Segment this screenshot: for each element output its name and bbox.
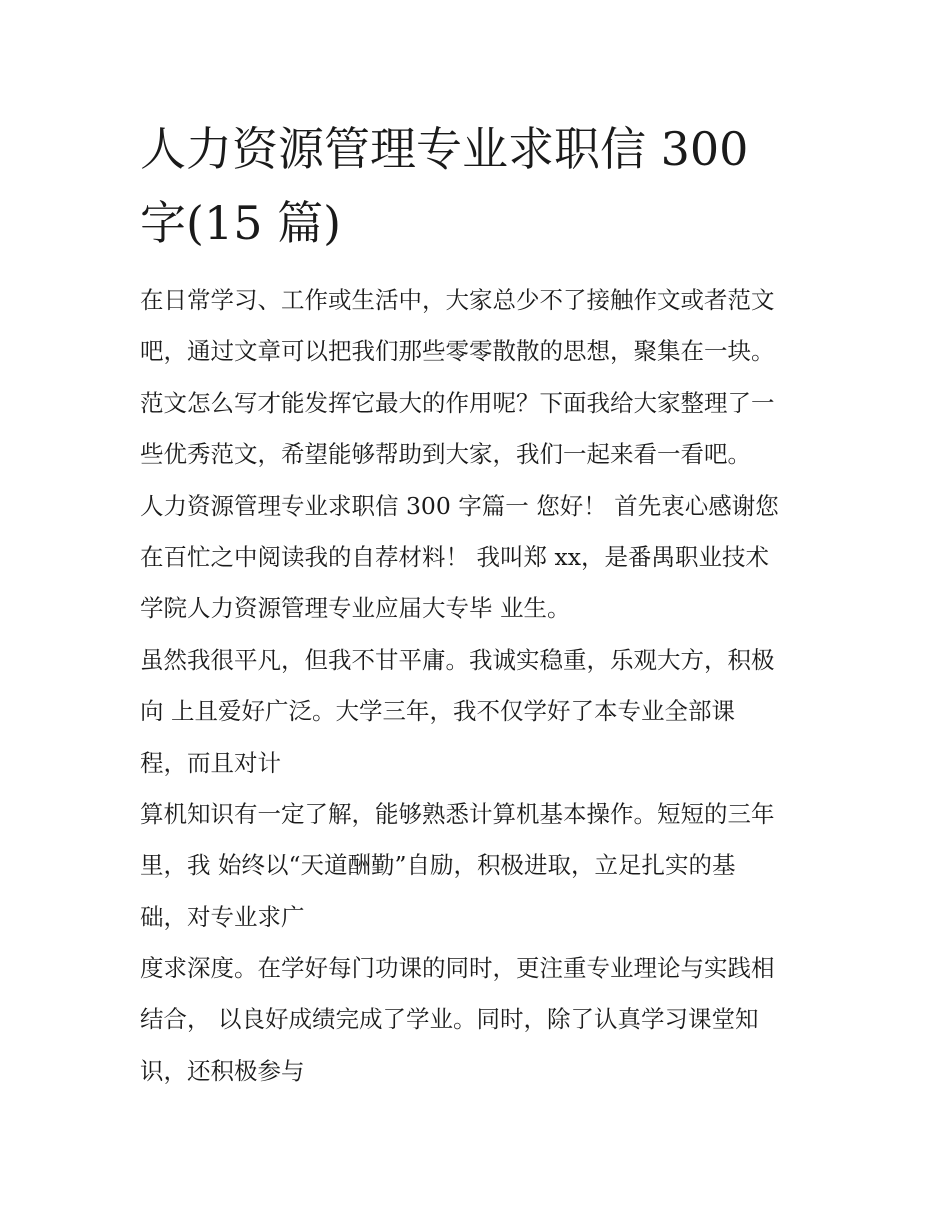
text-line: 些优秀范文，希望能够帮助到大家，我们一起来看一看吧。 xyxy=(140,440,751,469)
paragraph-studies xyxy=(140,943,830,1097)
text-line: 础，对专业求广 xyxy=(140,902,305,931)
document-body xyxy=(140,275,830,1097)
paragraph-computer-skills xyxy=(140,789,830,943)
paragraph-personality xyxy=(140,635,830,789)
text-line: 识，还积极参与 xyxy=(140,1056,305,1085)
text-line: 里，我 始终以“天道酬勤”自励，积极进取，立足扎实的基 xyxy=(140,851,736,880)
document-title xyxy=(140,112,820,260)
paragraph-intro xyxy=(140,275,830,481)
text-line: 范文怎么写才能发挥它最大的作用呢？下面我给大家整理了一 xyxy=(140,388,775,417)
text-line: 在百忙之中阅读我的自荐材料！ 我叫郑 xx，是番禺职业技术 xyxy=(140,542,769,571)
text-line: 算机知识有一定了解，能够熟悉计算机基本操作。短短的三年 xyxy=(140,799,775,828)
text-line: 学院人力资源管理专业应届大专毕 业生。 xyxy=(140,594,571,623)
text-line: 在日常学习、工作或生活中，大家总少不了接触作文或者范文 xyxy=(140,286,775,314)
text-line: 度求深度。在学好每门功课的同时，更注重专业理论与实践相 xyxy=(140,954,775,983)
text-line: 人力资源管理专业求职信 300 字篇一 您好！ 首先衷心感谢您 xyxy=(140,491,779,520)
paragraph-letter-opening xyxy=(140,481,830,635)
text-line: 向 上且爱好广泛。大学三年，我不仅学好了本专业全部课 xyxy=(140,697,735,726)
text-line: 吧，通过文章可以把我们那些零零散散的思想，聚集在一块。 xyxy=(140,337,775,366)
text-line: 结合， 以良好成绩完成了学业。同时，除了认真学习课堂知 xyxy=(140,1005,759,1034)
text-line: 程，而且对计 xyxy=(140,748,281,777)
title-line-2: 字(15 篇) xyxy=(140,196,342,250)
text-line: 虽然我很平凡，但我不甘平庸。我诚实稳重，乐观大方，积极 xyxy=(140,645,775,674)
title-line-1: 人力资源管理专业求职信 300 xyxy=(140,122,749,176)
